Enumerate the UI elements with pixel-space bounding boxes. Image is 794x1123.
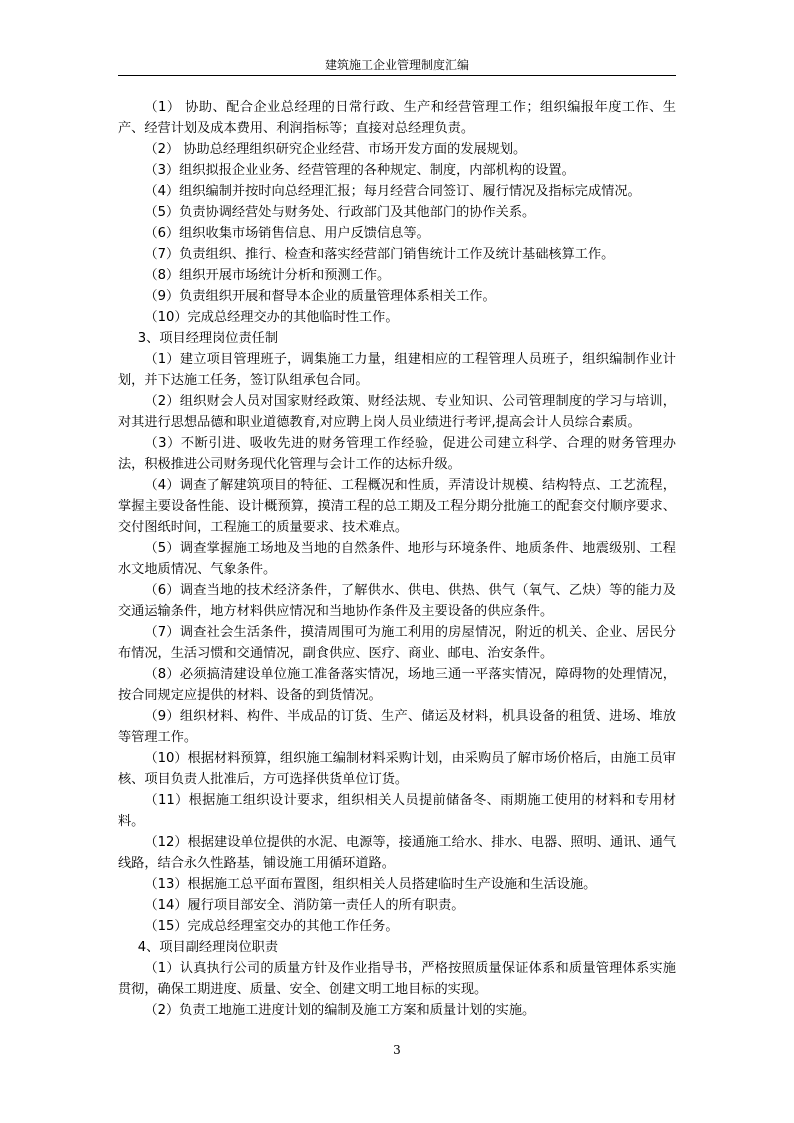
- header-rule: [118, 75, 676, 76]
- paragraph: （1）认真执行公司的质量方针及作业指导书，严格按照质量保证体系和质量管理体系实施贯彻，确保工期进度、质量、安全、创建文明工地目标的实现。: [118, 961, 676, 997]
- paragraph: （3）不断引进、吸收先进的财务管理工作经验，促进公司建立科学、合理的财务管理办法，积极推进公司财务现代化管理与会计工作的达标升级。: [118, 436, 676, 472]
- paragraph: （9）组织材料、构件、半成品的订货、生产、储运及材料，机具设备的租赁、进场、堆放等管理工作。: [118, 709, 676, 745]
- paragraph: （6）组织收集市场销售信息、用户反馈信息等。: [144, 226, 430, 241]
- paragraph: （8）必须搞清建设单位施工准备落实情况，场地三通一平落实情况，障碍物的处理情况，按合同规定应提供的材料、设备的到货情况。: [118, 667, 676, 703]
- paragraph: （4）调查了解建筑项目的特征、工程概况和性质，弄清设计规模、结构特点、工艺流程，掌握主要设备性能、设计概预算，摸清工程的总工期及工程分期分批施工的配套交付顺序要求、交付图纸时间，工程施工的质量要求、技术难点。: [118, 478, 676, 535]
- paragraph: （7）调查社会生活条件，摸清周围可为施工利用的房屋情况，附近的机关、企业、居民分布情况，生活习惯和交通情况，副食供应、医疗、商业、邮电、治安条件。: [118, 625, 676, 661]
- page-header: 建筑施工企业管理制度汇编: [324, 58, 469, 72]
- paragraph: （13）根据施工总平面布置图，组织相关人员搭建临时生产设施和生活设施。: [144, 877, 597, 892]
- section-heading: 3、项目经理岗位责任制: [137, 331, 279, 346]
- paragraph: （2）组织财会人员对国家财经政策、财经法规、专业知识、公司管理制度的学习与培训，对其进行思想品德和职业道德教育,对应聘上岗人员业绩进行考评,提高会计人员综合素质。: [118, 394, 676, 430]
- paragraph: （5）负责协调经营处与财务处、行政部门及其他部门的协作关系。: [144, 205, 536, 220]
- paragraph: （5）调查掌握施工场地及当地的自然条件、地形与环境条件、地质条件、地震级别、工程水文地质情况、气象条件。: [118, 541, 676, 577]
- paragraph: （4）组织编制并按时向总经理汇报；每月经营合同签订、履行情况及指标完成情况。: [144, 184, 641, 199]
- page-number: 3: [393, 1043, 401, 1057]
- paragraph: （3）组织拟报企业业务、经营管理的各种规定、制度，内部机构的设置。: [144, 163, 575, 178]
- paragraph: （8）组织开展市场统计分析和预测工作。: [144, 268, 391, 283]
- document-body: [118, 97, 676, 1021]
- paragraph: （15）完成总经理室交办的其他工作任务。: [144, 919, 399, 934]
- paragraph: （9）负责组织开展和督导本企业的质量管理体系相关工作。: [144, 289, 496, 304]
- paragraph: （1）建立项目管理班子，调集施工力量，组建相应的工程管理人员班子，组织编制作业计划，并下达施工任务，签订队组承包合同。: [118, 352, 676, 388]
- section-heading: 4、项目副经理岗位职责: [137, 940, 279, 955]
- paragraph: （10）完成总经理交办的其他临时性工作。: [144, 310, 399, 325]
- paragraph: （2） 协助总经理组织研究企业经营、市场开发方面的发展规划。: [144, 142, 527, 157]
- paragraph: （12）根据建设单位提供的水泥、电源等，接通施工给水、排水、电器、照明、通讯、通气线路，结合永久性路基，铺设施工用循环道路。: [118, 835, 676, 871]
- paragraph: （7）负责组织、推行、检查和落实经营部门销售统计工作及统计基础核算工作。: [144, 247, 615, 262]
- paragraph: （11）根据施工组织设计要求，组织相关人员提前储备冬、雨期施工使用的材料和专用材料。: [118, 793, 676, 829]
- paragraph: （6）调查当地的技术经济条件，了解供水、供电、供热、供气（氧气、乙炔）等的能力及交通运输条件，地方材料供应情况和当地协作条件及主要设备的供应条件。: [118, 583, 676, 619]
- paragraph: （2）负责工地施工进度计划的编制及施工方案和质量计划的实施。: [144, 1003, 536, 1018]
- paragraph: （10）根据材料预算，组织施工编制材料采购计划，由采购员了解市场价格后，由施工员审核、项目负责人批准后，方可选择供货单位订货。: [118, 751, 676, 787]
- paragraph: （1） 协助、配合企业总经理的日常行政、生产和经营管理工作；组织编报年度工作、生产、经营计划及成本费用、利润指标等；直接对总经理负责。: [118, 100, 676, 136]
- paragraph: （14）履行项目部安全、消防第一责任人的所有职责。: [144, 898, 465, 913]
